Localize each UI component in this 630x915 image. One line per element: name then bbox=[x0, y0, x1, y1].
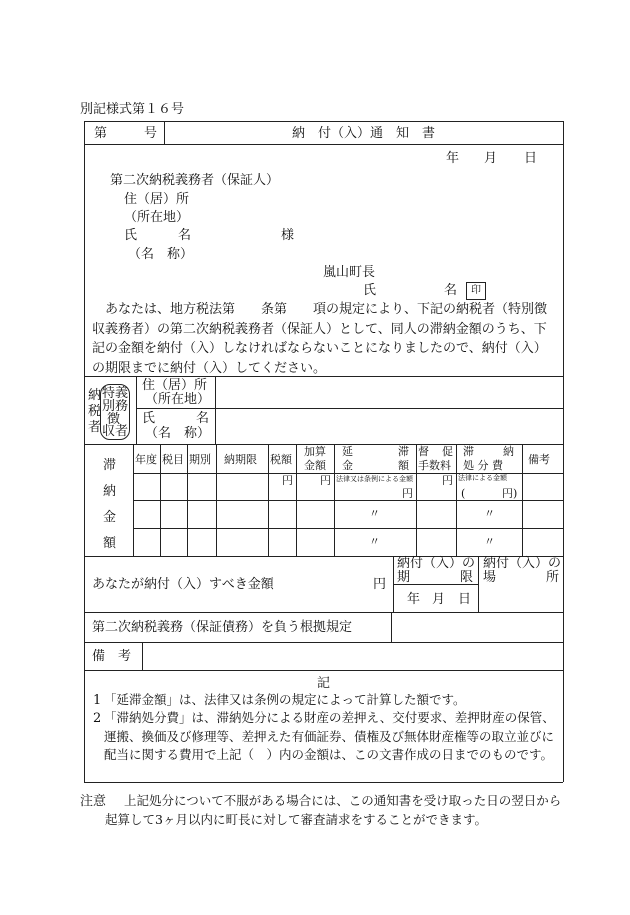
delinquency-legal-note: 法律又は条例による金額 bbox=[336, 475, 413, 483]
header-tax-item: 税目 bbox=[162, 453, 184, 466]
taxpayer-corp-name-label: （名 称） bbox=[145, 426, 211, 441]
header-year: 年度 bbox=[135, 453, 157, 466]
arrears-side-label-3: 金 bbox=[103, 510, 117, 525]
seal-stamp: 印 bbox=[466, 282, 486, 300]
disposition-legal-note: 法律による金額 bbox=[458, 474, 507, 482]
surcharge-yen: 円 bbox=[320, 474, 331, 487]
place-label-1: 納付（入）の bbox=[483, 556, 562, 571]
header-disposition-3: 処 分 費 bbox=[463, 459, 503, 472]
header-due-date: 納期限 bbox=[224, 453, 257, 466]
addressee-location-label: （所在地） bbox=[124, 210, 190, 225]
taxpayer-name-label-2: 名 bbox=[196, 411, 210, 426]
note-1-text: 「延滞金額」は、法律又は条例の規定によって計算した額です。 bbox=[104, 692, 466, 707]
disposition-ditto-row3: 〃 bbox=[484, 535, 495, 548]
addressee-name-label-1: 氏 bbox=[124, 228, 138, 243]
place-label-2: 場 bbox=[483, 570, 497, 585]
date-month-label: 月 bbox=[484, 151, 498, 166]
body-paragraph: あなたは、地方税法第 条第 項の規定により、下記の納税者（特別徴収義務者）の第二次納税義務者（保証人）として、同人の滞納金額のうち、下記の金額を納付（入）しなければならないことになりましたので、納付（入）の期限までに納付（入）してください。 bbox=[92, 302, 548, 376]
issuer-name-label-1: 氏 bbox=[363, 283, 377, 298]
addressee-honorific: 様 bbox=[281, 228, 295, 243]
taxpayer-name-label-1: 氏 bbox=[142, 411, 156, 426]
header-remarks: 備考 bbox=[528, 453, 550, 466]
header-delinquency-4: 額 bbox=[398, 459, 409, 472]
notes-title: 記 bbox=[317, 676, 331, 691]
header-period: 期別 bbox=[189, 453, 211, 466]
badge-line-4: 収者 bbox=[102, 424, 129, 439]
header-dunning-1: 督 bbox=[418, 445, 429, 458]
delinquency-yen: 円 bbox=[402, 487, 413, 500]
addressee-address-label: 住（居）所 bbox=[124, 192, 190, 207]
note-2-number: 2 bbox=[93, 711, 102, 726]
header-delinquency-1: 延 bbox=[342, 445, 353, 458]
note-2-text: 「滞納処分費」は、滞納処分による財産の差押え、交付要求、差押財産の保管、運搬、換価及び修理等、差押えた有価証券、債権及び無体財産権等の取立並びに配当に関する費用で上記（ ）内の金額は、この文書作成の日までのものです。 bbox=[104, 710, 555, 762]
deadline-day-label: 日 bbox=[458, 592, 472, 607]
header-delinquency-2: 滞 bbox=[398, 445, 409, 458]
issuer-name-label-2: 名 bbox=[444, 283, 458, 298]
number-prefix: 第 bbox=[94, 126, 108, 141]
place-label-3: 所 bbox=[546, 570, 560, 585]
header-dunning-3: 手数料 bbox=[418, 459, 451, 472]
dunning-yen: 円 bbox=[442, 474, 453, 487]
remarks-label: 備 考 bbox=[92, 649, 132, 664]
disposition-ditto-row2: 〃 bbox=[484, 507, 495, 520]
legal-basis-label: 第二次納税義務（保証債務）を負う根拠規定 bbox=[92, 620, 353, 635]
footer-text: 上記処分について不服がある場合には、この通知書を受け取った日の翌日から起算して3ヶ月以内に町長に対して審査請求をすることができます。 bbox=[105, 793, 562, 827]
arrears-side-label-1: 滞 bbox=[103, 458, 117, 473]
header-delinquency-3: 金 bbox=[342, 459, 353, 472]
document-title: 納 付（入）通 知 書 bbox=[292, 126, 436, 141]
disposition-paren-open: ( bbox=[461, 487, 466, 500]
addressee-corp-name-label: （名 称） bbox=[128, 247, 194, 262]
taxpayer-side-label-2: 税 bbox=[88, 404, 102, 419]
deadline-month-label: 月 bbox=[432, 592, 446, 607]
header-surcharge-2: 金額 bbox=[304, 459, 326, 472]
header-tax-amount: 税額 bbox=[270, 453, 292, 466]
deadline-label-2: 期 bbox=[397, 570, 411, 585]
arrears-side-label-2: 納 bbox=[103, 484, 117, 499]
badge-line-1: 特義 bbox=[102, 386, 129, 401]
date-day-label: 日 bbox=[524, 151, 538, 166]
taxpayer-address-label: 住（居）所 bbox=[142, 378, 208, 393]
header-dunning-2: 促 bbox=[442, 445, 453, 458]
payment-amount-yen: 円 bbox=[373, 577, 387, 592]
taxpayer-side-label-3: 者 bbox=[88, 420, 102, 435]
header-disposition-2: 納 bbox=[503, 445, 514, 458]
header-surcharge-1: 加算 bbox=[304, 445, 326, 458]
delinquency-ditto-row3: 〃 bbox=[369, 535, 380, 548]
note-1-number: 1 bbox=[93, 693, 102, 708]
delinquency-ditto-row2: 〃 bbox=[369, 507, 380, 520]
addressee-role: 第二次納税義務者（保証人） bbox=[110, 173, 280, 188]
deadline-label-1: 納付（入）の bbox=[397, 556, 476, 571]
form-label: 別記様式第１６号 bbox=[80, 102, 185, 117]
arrears-side-label-4: 額 bbox=[103, 536, 117, 551]
tax-amount-yen: 円 bbox=[282, 474, 293, 487]
issuer-org: 嵐山町長 bbox=[323, 265, 376, 280]
payment-amount-label: あなたが納付（入）すべき金額 bbox=[92, 577, 274, 592]
footer-label: 注意 bbox=[80, 794, 107, 809]
badge-line-2: 別務 bbox=[102, 399, 129, 414]
taxpayer-side-label-1: 納 bbox=[88, 388, 102, 403]
date-year-label: 年 bbox=[446, 151, 460, 166]
header-disposition-1: 滞 bbox=[463, 445, 474, 458]
disposition-paren-close: 円) bbox=[502, 487, 518, 500]
deadline-year-label: 年 bbox=[407, 592, 421, 607]
badge-line-3: 徴 bbox=[107, 412, 121, 427]
number-suffix: 号 bbox=[144, 126, 158, 141]
deadline-label-3: 限 bbox=[460, 570, 474, 585]
taxpayer-location-label: （所在地） bbox=[145, 392, 211, 407]
addressee-name-label-2: 名 bbox=[178, 228, 192, 243]
